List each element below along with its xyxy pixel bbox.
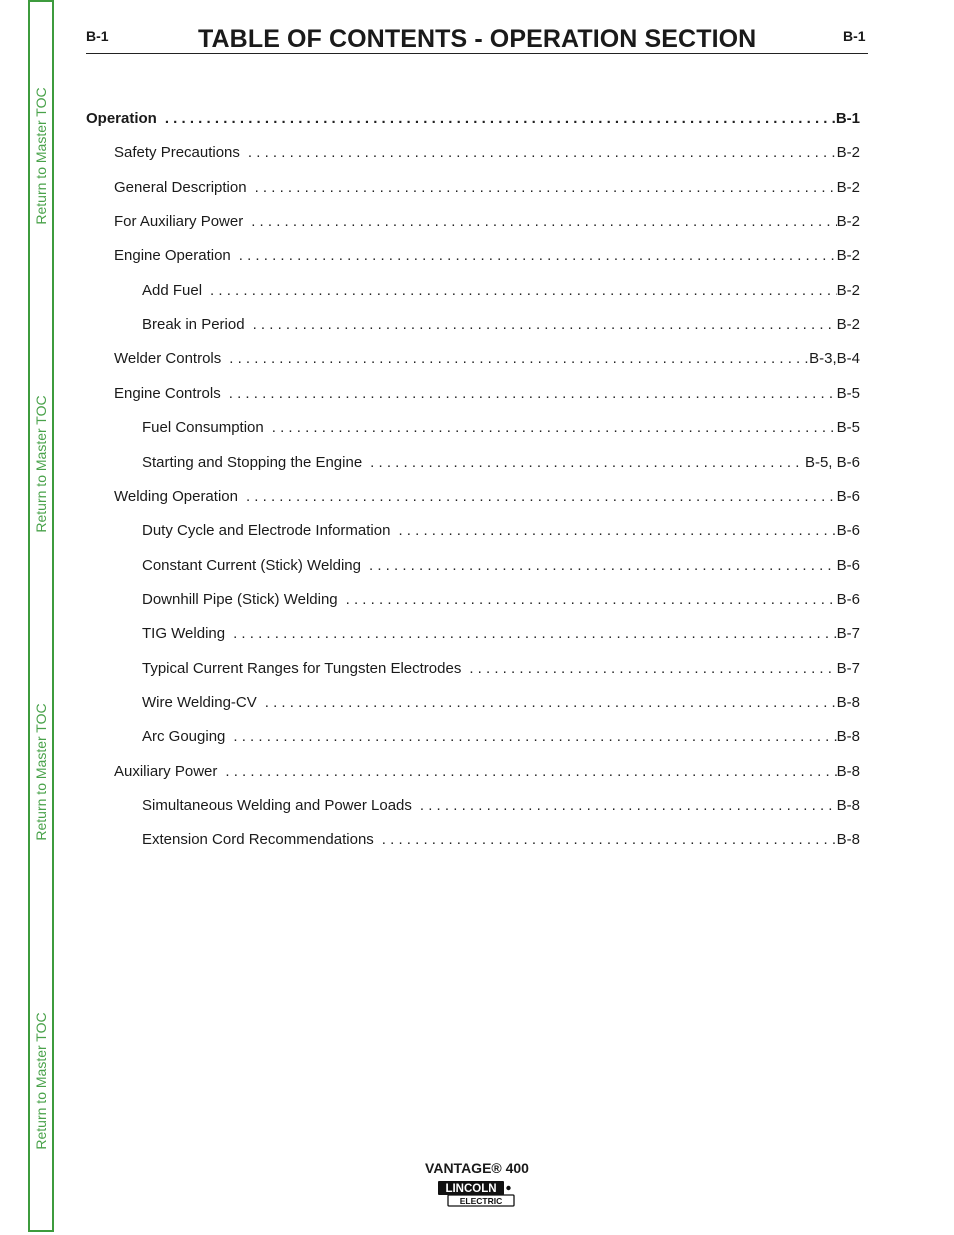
toc-entry-page: B-5, B-6	[804, 453, 860, 471]
model-name: VANTAGE® 400	[425, 1160, 529, 1176]
toc-entry-label: Starting and Stopping the Engine	[142, 453, 363, 471]
toc-entry-page: B-8	[836, 762, 860, 780]
toc-entry[interactable]	[142, 522, 860, 540]
toc-entry-label: Break in Period	[142, 316, 245, 334]
toc-entry[interactable]	[114, 144, 860, 162]
toc-entry-page: B-3,B-4	[809, 350, 860, 368]
toc-leader-dots	[246, 488, 837, 506]
toc-entry[interactable]	[114, 350, 860, 368]
toc-leader-dots	[251, 213, 836, 231]
toc-entry[interactable]	[142, 728, 860, 746]
toc-entry[interactable]	[142, 797, 860, 815]
toc-entry-page: B-5	[836, 384, 860, 402]
toc-entry-label: Auxiliary Power	[114, 762, 218, 780]
toc-leader-dots	[398, 522, 836, 540]
master-toc-sidebar: Return to Master TOC Return to Master TOC Return to Master TOC Return to Master TOC	[28, 0, 54, 1232]
toc-leader-dots	[225, 763, 836, 781]
toc-entry[interactable]	[142, 419, 860, 437]
toc-entry[interactable]	[142, 660, 860, 678]
toc-entry-page: B-6	[836, 556, 860, 574]
toc-entry[interactable]	[142, 316, 860, 334]
toc-entry-page: B-7	[836, 625, 860, 643]
toc-entry-page: B-6	[836, 590, 860, 608]
toc-entry-label: Fuel Consumption	[142, 419, 264, 437]
toc-entry-label: General Description	[114, 178, 247, 196]
toc-entry[interactable]	[114, 763, 860, 781]
toc-leader-dots	[253, 316, 837, 334]
toc-entry[interactable]	[142, 625, 860, 643]
toc-entry-label: Downhill Pipe (Stick) Welding	[142, 590, 338, 608]
toc-entry[interactable]	[142, 694, 860, 712]
toc-leader-dots	[255, 179, 837, 197]
toc-entry-label: Welder Controls	[114, 350, 222, 368]
toc-entry-page: B-2	[836, 316, 860, 334]
toc-entry-page: B-2	[836, 213, 860, 231]
toc-leader-dots	[346, 591, 837, 609]
logo-brand-bottom: ELECTRIC	[459, 1196, 503, 1206]
toc-entry[interactable]	[86, 110, 860, 128]
toc-leader-dots	[382, 831, 837, 849]
toc-entry-page: B-2	[836, 178, 860, 196]
page-title: TABLE OF CONTENTS - OPERATION SECTION	[198, 25, 757, 53]
toc-entry[interactable]	[114, 247, 860, 265]
toc-entry[interactable]	[142, 454, 860, 472]
toc-entry[interactable]	[142, 591, 860, 609]
toc-leader-dots	[420, 797, 837, 815]
toc-entry-label: TIG Welding	[142, 625, 226, 643]
toc-entry-label: Welding Operation	[114, 487, 238, 505]
toc-entry-page: B-8	[836, 797, 860, 814]
toc-entry-page: B-1	[835, 110, 860, 127]
toc-entry-label: Engine Controls	[114, 384, 221, 402]
toc-entry-page: B-2	[836, 281, 860, 299]
toc-entry[interactable]	[114, 213, 860, 231]
toc-leader-dots	[229, 385, 837, 403]
toc-entry-label: For Auxiliary Power	[114, 213, 244, 231]
toc-entry[interactable]	[142, 557, 860, 575]
toc-entry-label: Add Fuel	[142, 281, 203, 299]
toc-leader-dots	[233, 625, 837, 643]
toc-entry-page: B-5	[836, 419, 860, 437]
toc-entry-page: B-6	[836, 487, 860, 505]
toc-leader-dots	[272, 419, 837, 437]
toc-entry-label: Safety Precautions	[114, 144, 240, 162]
toc-entry-label: Wire Welding-CV	[142, 693, 257, 711]
toc-leader-dots	[369, 557, 837, 575]
logo-brand-top: LINCOLN	[445, 1183, 497, 1195]
toc-entry[interactable]	[114, 385, 860, 403]
toc-leader-dots	[370, 454, 805, 472]
toc-entry-label: Extension Cord Recommendations	[142, 831, 374, 849]
toc-entry-label: Operation	[86, 110, 157, 127]
toc-entry-label: Arc Gouging	[142, 728, 226, 746]
toc-entry-page: B-2	[836, 144, 860, 162]
toc-entry-page: B-6	[836, 522, 860, 540]
toc-entry-label: Engine Operation	[114, 247, 231, 265]
toc-entry[interactable]	[142, 282, 860, 300]
toc-entry-page: B-8	[836, 831, 860, 849]
page-number-right: B-1	[843, 28, 866, 44]
toc-entry-page: B-8	[836, 728, 860, 746]
toc-entry[interactable]	[114, 179, 860, 197]
toc-leader-dots	[265, 694, 837, 712]
toc-leader-dots	[248, 144, 837, 162]
toc-entry-page: B-8	[836, 693, 860, 711]
toc-leader-dots	[233, 728, 836, 746]
toc-leader-dots	[165, 110, 836, 128]
page-number-left: B-1	[86, 28, 109, 44]
toc-entry-label: Constant Current (Stick) Welding	[142, 556, 361, 574]
toc-entry[interactable]	[114, 488, 860, 506]
toc-entry-page: B-2	[836, 247, 860, 265]
toc-entry-page: B-7	[836, 659, 860, 677]
toc-entry-label: Simultaneous Welding and Power Loads	[142, 797, 412, 814]
toc-leader-dots	[229, 350, 809, 368]
toc-entry[interactable]	[142, 831, 860, 849]
toc-entry-label: Duty Cycle and Electrode Information	[142, 522, 391, 540]
lincoln-electric-logo-icon	[437, 1180, 515, 1208]
toc-leader-dots	[239, 247, 837, 265]
toc-leader-dots	[210, 282, 837, 300]
toc-leader-dots	[469, 660, 836, 678]
toc-entry-label: Typical Current Ranges for Tungsten Electrodes	[142, 659, 462, 677]
